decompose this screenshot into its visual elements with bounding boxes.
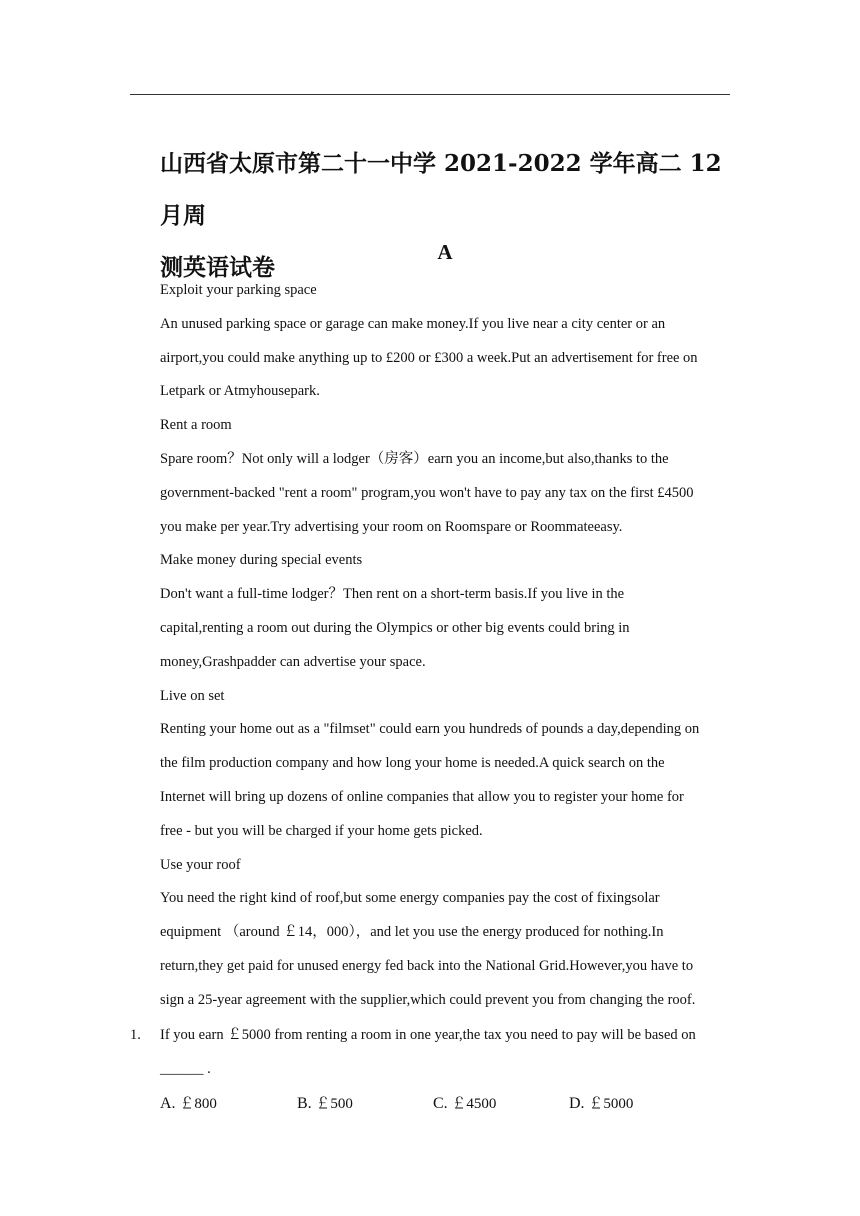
passage <box>160 274 735 1018</box>
passage-line: Internet will bring up dozens of online companies that allow you to register your home for <box>160 788 684 805</box>
passage-line: Don't want a full-time lodger？Then rent on a short-term basis.If you live in the <box>160 586 625 603</box>
section-label: A <box>437 240 453 264</box>
passage-line: An unused parking space or garage can make money.If you live near a city center or an <box>160 315 666 332</box>
option-text: ￡800 <box>179 1096 217 1112</box>
passage-line: Letpark or Atmyhousepark. <box>160 383 320 400</box>
passage-line: You need the right kind of roof,but some energy companies pay the cost of fixingsolar <box>160 890 660 907</box>
passage-line: money,Grashpadder can advertise your space. <box>160 653 426 670</box>
passage-line: government-backed "rent a room" program,you won't have to pay any tax on the first £4500 <box>160 484 694 501</box>
passage-line: capital,renting a room out during the Olympics or other big events could bring in <box>160 619 630 636</box>
passage-line: Rent a room <box>160 417 232 434</box>
title-line-2: 测英语试卷 <box>160 254 275 281</box>
passage-line: Renting your home out as a "filmset" could earn you hundreds of pounds a day,depending on <box>160 721 700 738</box>
passage-line: Live on set <box>160 687 225 704</box>
passage-line: return,they get paid for unused energy fed back into the National Grid.However,you have to <box>160 957 694 974</box>
passage-line: Make money during special events <box>160 552 363 569</box>
passage-line: Exploit your parking space <box>160 282 317 298</box>
option-text: ￡4500 <box>451 1096 497 1112</box>
question-line-1: If you earn ￡5000 from renting a room in one year,the tax you need to pay will be based on <box>160 1027 696 1043</box>
option-d[interactable] <box>569 1087 633 1122</box>
question-stem <box>160 1019 735 1087</box>
option-letter: D. <box>569 1095 585 1112</box>
passage-line: free - but you will be charged if your home gets picked. <box>160 822 483 839</box>
option-b[interactable] <box>297 1087 353 1122</box>
question-line-2: ______ . <box>160 1060 211 1077</box>
option-letter: A. <box>160 1095 176 1112</box>
option-c[interactable] <box>433 1087 496 1122</box>
title-line-1: 山西省太原市第二十一中学 2021-2022 学年高二 12 月周 <box>160 150 722 229</box>
answer-options <box>160 1087 735 1121</box>
passage-line: you make per year.Try advertising your room on Roomspare or Roommateeasy. <box>160 518 623 535</box>
passage-line: Spare room？Not only will a lodger（房客）earn you an income,but also,thanks to the <box>160 450 669 467</box>
option-letter: B. <box>297 1095 312 1112</box>
option-letter: C. <box>433 1095 448 1112</box>
document-title <box>160 138 735 294</box>
passage-line: Use your roof <box>160 856 241 873</box>
passage-line: equipment （around ￡14，000），and let you use the energy produced for nothing.In <box>160 924 664 941</box>
option-a[interactable] <box>160 1087 217 1122</box>
passage-line: sign a 25-year agreement with the supplier,which could prevent you from changing the roof. <box>160 991 696 1008</box>
passage-line: airport,you could make anything up to £200 or £300 a week.Put an advertisement for free on <box>160 349 698 366</box>
option-text: ￡5000 <box>588 1096 634 1112</box>
passage-line: the film production company and how long your home is needed.A quick search on the <box>160 755 665 772</box>
option-text: ￡500 <box>315 1096 353 1112</box>
header-rule <box>130 94 730 95</box>
question-number: 1. <box>130 1027 141 1043</box>
